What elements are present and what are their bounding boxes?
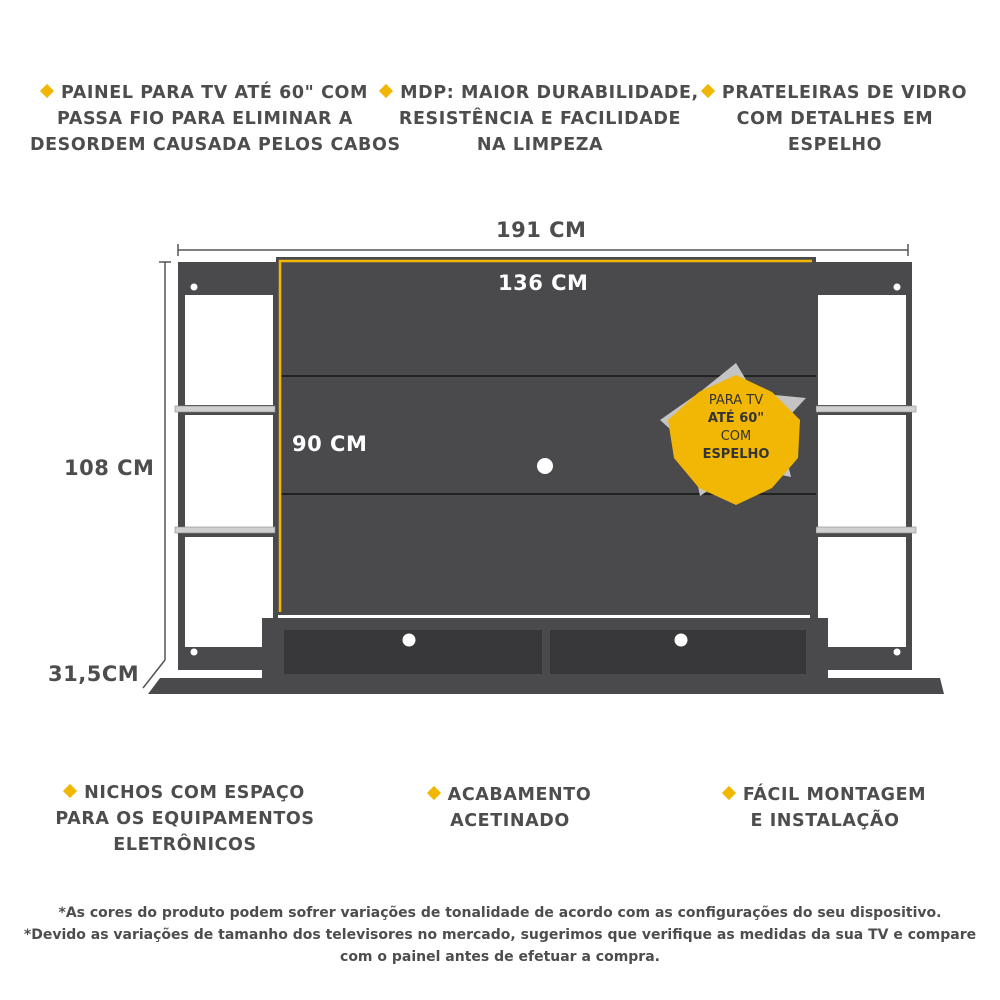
feature-text: NA LIMPEZA <box>476 135 604 155</box>
right-glass-shelf-2 <box>816 527 916 533</box>
left-glass-shelf-1 <box>175 406 275 412</box>
left-mirror-3 <box>185 537 273 647</box>
badge-line: ESPELHO <box>702 447 770 462</box>
footnote-colors: *As cores do produto podem sofrer variações de tonalidade de acordo com as configurações do seu dispositivo. <box>58 905 942 921</box>
feature-text: RESISTÊNCIA E FACILIDADE <box>398 109 682 129</box>
feature-text: DESORDEM CAUSADA PELOS CABOS <box>30 135 401 155</box>
right-glass-shelf-1 <box>816 406 916 412</box>
feature-text: COM DETALHES EM <box>736 109 934 129</box>
bullet-diamond-icon <box>427 786 441 800</box>
bullet-diamond-icon <box>63 784 77 798</box>
feature-niches <box>40 780 330 858</box>
feature-text: PASSA FIO PARA ELIMINAR A <box>57 109 353 129</box>
right-mirror-2 <box>818 415 906 527</box>
bullet-diamond-icon <box>722 786 736 800</box>
panel-width-label: 136 CM <box>498 271 589 295</box>
left-mirror-2 <box>185 415 273 527</box>
depth-label: 31,5CM <box>48 662 140 686</box>
badge-line: PARA TV <box>708 393 764 408</box>
feature-text: ELETRÔNICOS <box>113 835 257 855</box>
feature-text: ACETINADO <box>450 811 570 831</box>
feature-text: ESPELHO <box>787 135 883 155</box>
cable-pass-hole <box>537 458 553 474</box>
feature-text: PARA OS EQUIPAMENTOS <box>55 809 315 829</box>
left-glass-shelf-2 <box>175 527 275 533</box>
feature-text: PAINEL PARA TV ATÉ 60" COM <box>60 83 369 103</box>
badge-line: ATÉ 60" <box>707 411 765 426</box>
total-height-label: 108 CM <box>64 456 155 480</box>
feature-text: PRATELEIRAS DE VIDRO <box>721 83 968 103</box>
feature-finish <box>410 782 610 834</box>
right-mirror-3 <box>818 537 906 647</box>
feature-assembly <box>715 782 935 834</box>
footnote-tv-size: *Devido as variações de tamanho dos televisores no mercado, sugerimos que verifique as medidas da sua TV e compare <box>23 927 977 943</box>
feature-text: ACABAMENTO <box>447 785 592 805</box>
left-mirror-1 <box>185 295 273 405</box>
badge-label <box>668 392 804 464</box>
badge-line: COM <box>720 429 752 444</box>
feature-text: NICHOS COM ESPAÇO <box>84 783 305 803</box>
total-width-label: 191 CM <box>496 218 587 242</box>
right-mirror-1 <box>818 295 906 405</box>
feature-text: FÁCIL MONTAGEM <box>742 785 927 805</box>
footnote-tv-size-cont: com o painel antes de efetuar a compra. <box>340 949 660 965</box>
feature-text: E INSTALAÇÃO <box>750 811 900 831</box>
feature-text: MDP: MAIOR DURABILIDADE, <box>400 83 699 103</box>
panel-height-label: 90 CM <box>292 432 368 456</box>
